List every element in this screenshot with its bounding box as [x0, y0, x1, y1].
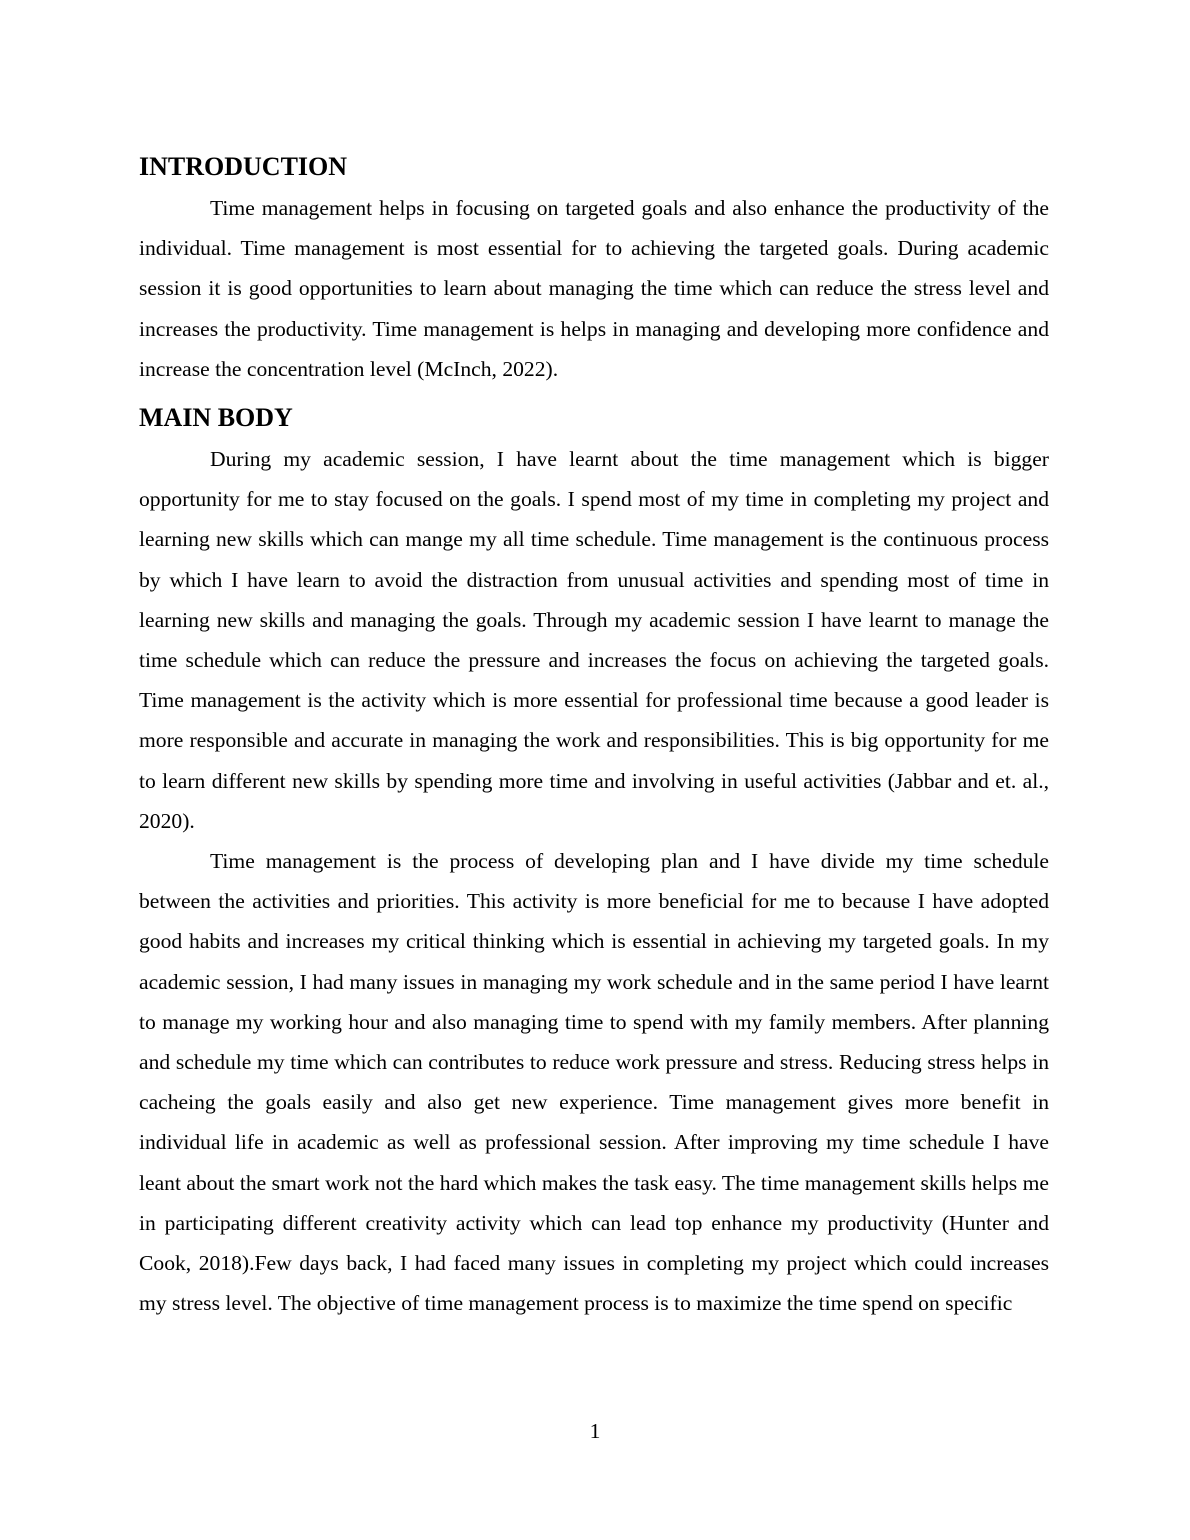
introduction-paragraph: Time management helps in focusing on targeted goals and also enhance the productivity of the individual. Time management is most essential for to achieving the targeted goals. During academic session it is good opportunities to learn about managing the time which can reduce the stress level and increases the productivity. Time management is helps in managing and developing more confidence and increase the concentration level (McInch, 2022). [139, 196, 1049, 381]
page-content [139, 148, 1049, 1323]
main-body-heading: MAIN BODY [139, 403, 293, 433]
page-number: 1 [589, 1419, 601, 1443]
introduction-heading: INTRODUCTION [139, 152, 348, 181]
main-body-paragraph-2: Time management is the process of developing plan and I have divide my time schedule between the activities and priorities. This activity is more beneficial for me to because I have adopted good habits and increases my critical thinking which is essential in achieving my targeted goals. In my academic session, I had many issues in managing my work schedule and in the same period I have learnt to manage my working hour and also managing time to spend with my family members. After planning and schedule my time which can contributes to reduce work pressure and stress. Reducing stress helps in cacheing the goals easily and also get new experience. Time management gives more benefit in individual life in academic as well as professional session. After improving my time schedule I have leant about the smart work not the hard which makes the task easy. The time management skills helps me in participating different creativity activity which can lead top enhance my productivity (Hunter and Cook, 2018).Few days back, I had faced many issues in completing my project which could increases my stress level. The objective of time management process is to maximize the time spend on specific [139, 849, 1049, 1316]
main-body-paragraph-1: During my academic session, I have learnt about the time management which is bigger opportunity for me to stay focused on the goals. I spend most of my time in completing my project and learning new skills which can mange my all time schedule. Time management is the continuous process by which I have learn to avoid the distraction from unusual activities and spending most of time in learning new skills and managing the goals. Through my academic session I have learnt to manage the time schedule which can reduce the pressure and increases the focus on achieving the targeted goals. Time management is the activity which is more essential for professional time because a good leader is more responsible and accurate in managing the work and responsibilities. This is big opportunity for me to learn different new skills by spending more time and involving in useful activities (Jabbar and et. al., 2020). [139, 447, 1049, 833]
